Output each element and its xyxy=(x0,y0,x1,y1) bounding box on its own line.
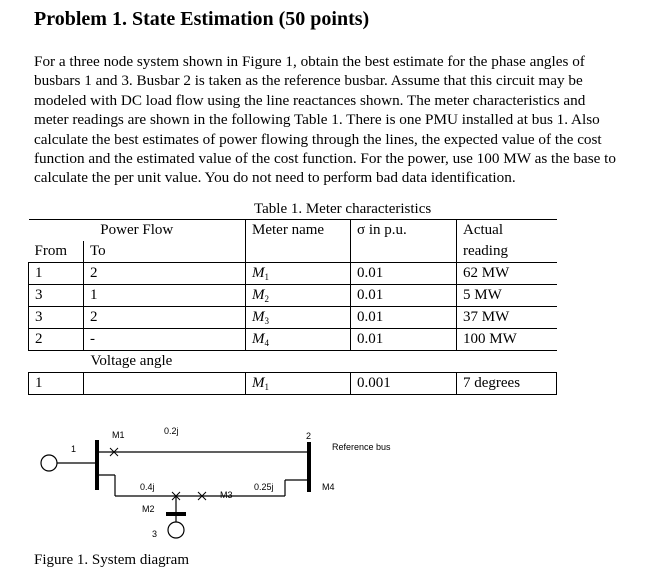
statement-line: For a three node system shown in Figure 1, obtain the best estimate for the phase angles of xyxy=(34,53,585,70)
bus-cell: 1 xyxy=(29,373,84,395)
table-row xyxy=(29,307,557,329)
table-row xyxy=(29,263,557,285)
x13-reactance-label: 0.4j xyxy=(140,482,155,492)
meter-characteristics-table xyxy=(28,219,557,395)
to-cell: 1 xyxy=(84,285,246,307)
from-cell: 2 xyxy=(29,329,84,351)
meter-letter: M xyxy=(252,265,265,281)
actual-reading-header-top: Actual xyxy=(457,220,557,242)
meter-name-cell xyxy=(246,329,351,351)
generator-bus1-icon xyxy=(41,455,57,471)
meter-subscript: 2 xyxy=(264,294,269,304)
meter-letter: M xyxy=(252,375,265,391)
to-cell: - xyxy=(84,329,246,351)
meter-name-cell xyxy=(246,263,351,285)
table-row xyxy=(29,285,557,307)
to-header: To xyxy=(84,241,246,263)
from-cell: 3 xyxy=(29,307,84,329)
m4-label: M4 xyxy=(322,482,335,492)
m2-label: M2 xyxy=(142,504,155,514)
sigma-cell: 0.01 xyxy=(351,263,457,285)
reading-cell: 100 MW xyxy=(457,329,557,351)
sigma-cell: 0.001 xyxy=(351,373,457,395)
statement-line: busbars 1 and 3. Busbar 2 is taken as the reference busbar. Assume that this circuit may be xyxy=(34,72,583,90)
figure-caption: Figure 1. System diagram xyxy=(34,552,189,568)
system-diagram xyxy=(30,418,410,552)
meter-letter: M xyxy=(252,287,265,303)
reading-cell: 62 MW xyxy=(457,263,557,285)
bus3-label: 3 xyxy=(152,529,158,539)
meter-letter: M xyxy=(252,309,265,325)
x23-reactance-label: 0.25j xyxy=(254,482,274,492)
table-caption: Table 1. Meter characteristics xyxy=(254,201,432,217)
reading-cell: 7 degrees xyxy=(457,373,557,395)
table-row xyxy=(29,329,557,351)
x12-reactance-label: 0.2j xyxy=(164,426,179,436)
power-flow-header: Power Flow xyxy=(29,220,246,242)
reference-bus-label: Reference bus xyxy=(332,442,391,452)
from-cell: 3 xyxy=(29,285,84,307)
bus1-label: 1 xyxy=(71,444,77,454)
meter-subscript: 1 xyxy=(264,272,269,282)
statement-line: modeled with DC load flow using the line reactances shown. The meter characteristics and xyxy=(34,91,586,109)
to-cell: 2 xyxy=(84,307,246,329)
bus2-label: 2 xyxy=(306,431,312,441)
reading-cell: 5 MW xyxy=(457,285,557,307)
voltage-angle-header: Voltage angle xyxy=(90,353,173,369)
actual-reading-header-bottom: reading xyxy=(457,241,557,263)
reading-cell: 37 MW xyxy=(457,307,557,329)
meter-subscript: 4 xyxy=(264,338,269,348)
from-header: From xyxy=(34,243,68,259)
problem-title: Problem 1. State Estimation (50 points) xyxy=(34,8,370,30)
meter-subscript: 3 xyxy=(264,316,269,326)
statement-line: meter readings are shown in the following Table 1. There is one PMU installed at bus 1. Also xyxy=(34,111,600,129)
statement-line: calculate the per unit value. You do not need to perform bad data identification. xyxy=(34,169,516,187)
table-header-row xyxy=(29,241,557,263)
voltage-angle-header-row xyxy=(29,351,557,373)
problem-statement xyxy=(34,52,656,188)
sigma-header: σ in p.u. xyxy=(351,220,457,242)
sigma-cell: 0.01 xyxy=(351,307,457,329)
statement-line: calculate the best estimates of power flowing through the lines, the expected value of the cost xyxy=(34,130,602,148)
sigma-cell: 0.01 xyxy=(351,329,457,351)
statement-line: function and the estimated value of the cost function. For the power, use 100 MW as the base to xyxy=(34,150,616,168)
table-row xyxy=(29,373,557,395)
meter-name-cell xyxy=(246,373,351,395)
table-header-row xyxy=(29,220,557,242)
to-cell: 2 xyxy=(84,263,246,285)
m1-label: M1 xyxy=(112,430,125,440)
meter-subscript: 1 xyxy=(264,382,269,392)
meter-name-cell xyxy=(246,307,351,329)
from-cell: 1 xyxy=(29,263,84,285)
meter-letter: M xyxy=(252,331,265,347)
bus3-source-icon xyxy=(168,522,184,538)
m3-label: M3 xyxy=(220,490,233,500)
meter-name-header: Meter name xyxy=(246,220,351,242)
sigma-cell: 0.01 xyxy=(351,285,457,307)
meter-name-cell xyxy=(246,285,351,307)
